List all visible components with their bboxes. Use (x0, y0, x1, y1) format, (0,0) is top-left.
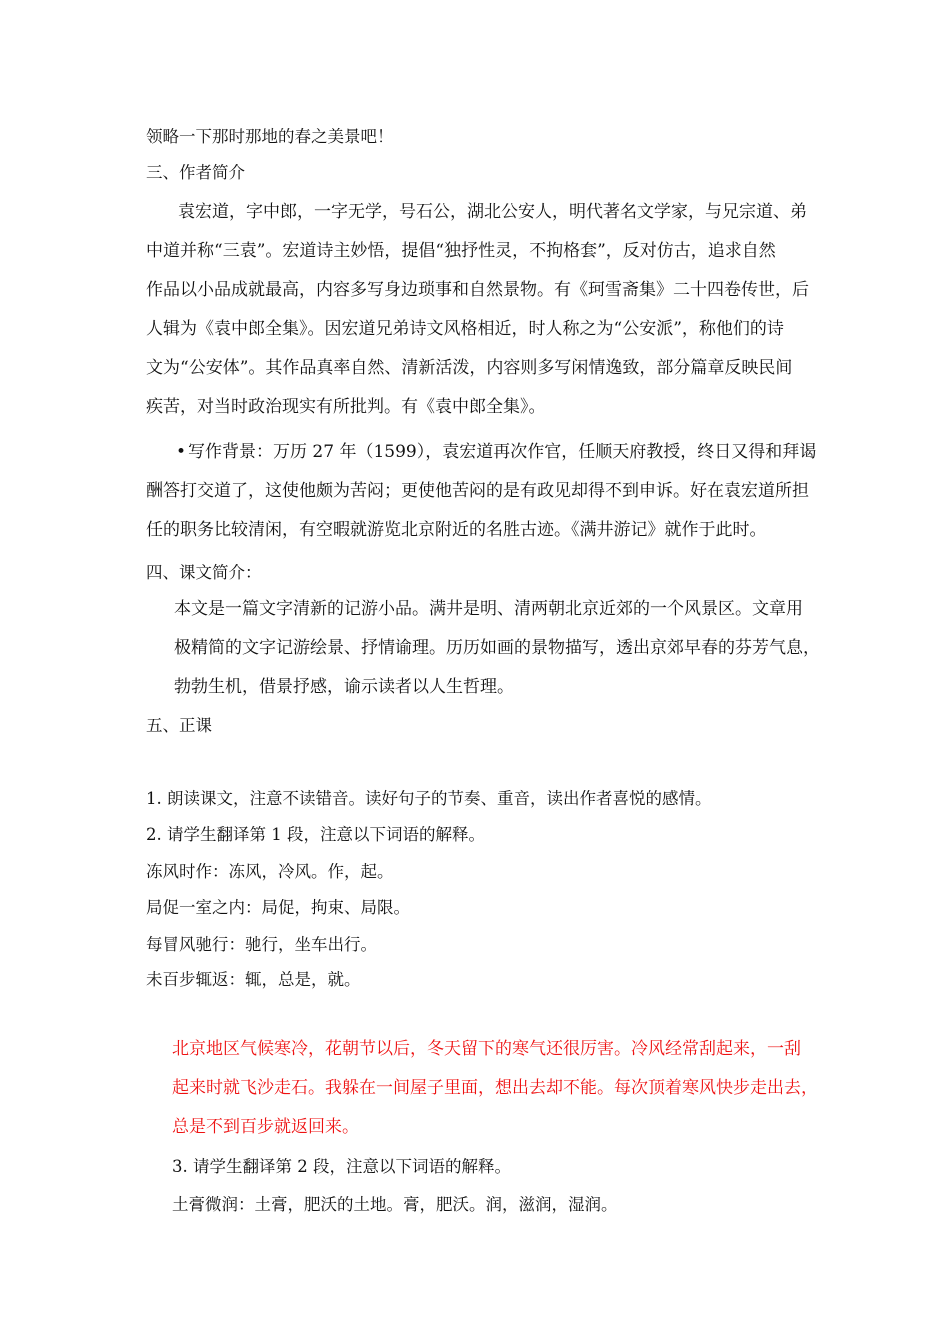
vocab-entry: 局促一室之内：局促，拘束、局限。 (146, 898, 410, 917)
author-bio-paragraph (146, 201, 809, 435)
translation-line: 起来时就飞沙走石。我躲在一间屋子里面，想出去却不能。每次顶着寒风快步走出去， (172, 1078, 818, 1098)
lesson-item-1: 1. 朗读课文，注意不读错音。读好句子的节奏、重音，读出作者喜悦的感情。 (146, 789, 712, 808)
lesson-item-3: 3. 请学生翻译第 2 段，注意以下词语的解释。 (172, 1157, 511, 1176)
writing-background-line: 任的职务比较清闲，有空暇就游览北京附近的名胜古迹。《满井游记》就作于此时。 (146, 520, 767, 540)
writing-background-line: 酬答打交道了，这使他颇为苦闷；更使他苦闷的是有政见却得不到申诉。好在袁宏道所担 (146, 481, 809, 501)
text-summary-line: 本文是一篇文字清新的记游小品。满井是明、清两朝北京近郊的一个风景区。文章用 (174, 599, 803, 619)
author-bio-line: 袁宏道，字中郎，一字无学，号石公，湖北公安人，明代著名文学家，与兄宗道、弟 (178, 202, 807, 222)
translation-line: 总是不到百步就返回来。 (172, 1117, 359, 1137)
intro-tail-text: 领略一下那时那地的春之美景吧！ (146, 127, 394, 146)
author-bio-line: 作品以小品成就最高，内容多写身边琐事和自然景物。有《珂雪斋集》二十四卷传世，后 (146, 280, 809, 300)
author-bio-line: 文为“公安体”。其作品真率自然、清新活泼，内容则多写闲情逸致，部分篇章反映民间 (146, 358, 793, 378)
author-bio-line: 中道并称“三袁”。宏道诗主妙悟，提倡“独抒性灵，不拘格套”，反对仿古，追求自然 (146, 241, 776, 261)
section-5-heading: 五、正课 (146, 716, 212, 735)
writing-background-text: 写作背景：万历 27 年（1599），袁宏道再次作官，任顺天府教授，终日又得和拜谒 (188, 442, 817, 462)
section-4-heading: 四、课文简介： (146, 563, 262, 582)
author-bio-line: 疾苦，对当时政治现实有所批判。有《袁中郎全集》。 (146, 397, 546, 417)
author-bio-line: 人辑为《袁中郎全集》。因宏道兄弟诗文风格相近，时人称之为“公安派”，称他们的诗 (146, 319, 784, 339)
bullet-icon: • (176, 442, 187, 462)
text-summary-paragraph (174, 598, 820, 715)
writing-background-line (176, 441, 816, 480)
vocab-entry: 未百步辄返：辄，总是，就。 (146, 970, 361, 989)
translation-line: 北京地区气候寒冷，花朝节以后，冬天留下的寒气还很厉害。冷风经常刮起来，一刮 (172, 1039, 801, 1059)
vocab-entry: 土膏微润：土膏，肥沃的土地。膏，肥沃。润，滋润，湿润。 (172, 1195, 618, 1214)
vocab-entry: 每冒风驰行：驰行，坐车出行。 (146, 935, 377, 954)
vocab-entry: 冻风时作：冻风，冷风。作，起。 (146, 862, 394, 881)
paragraph-1-translation (172, 1038, 818, 1155)
writing-background-paragraph (146, 441, 817, 558)
lesson-item-2: 2. 请学生翻译第 1 段，注意以下词语的解释。 (146, 825, 485, 844)
section-3-heading: 三、作者简介 (146, 163, 245, 182)
text-summary-line: 极精简的文字记游绘景、抒情谕理。历历如画的景物描写，透出京郊早春的芬芳气息， (174, 638, 820, 658)
text-summary-line: 勃勃生机，借景抒感，谕示读者以人生哲理。 (174, 677, 514, 697)
